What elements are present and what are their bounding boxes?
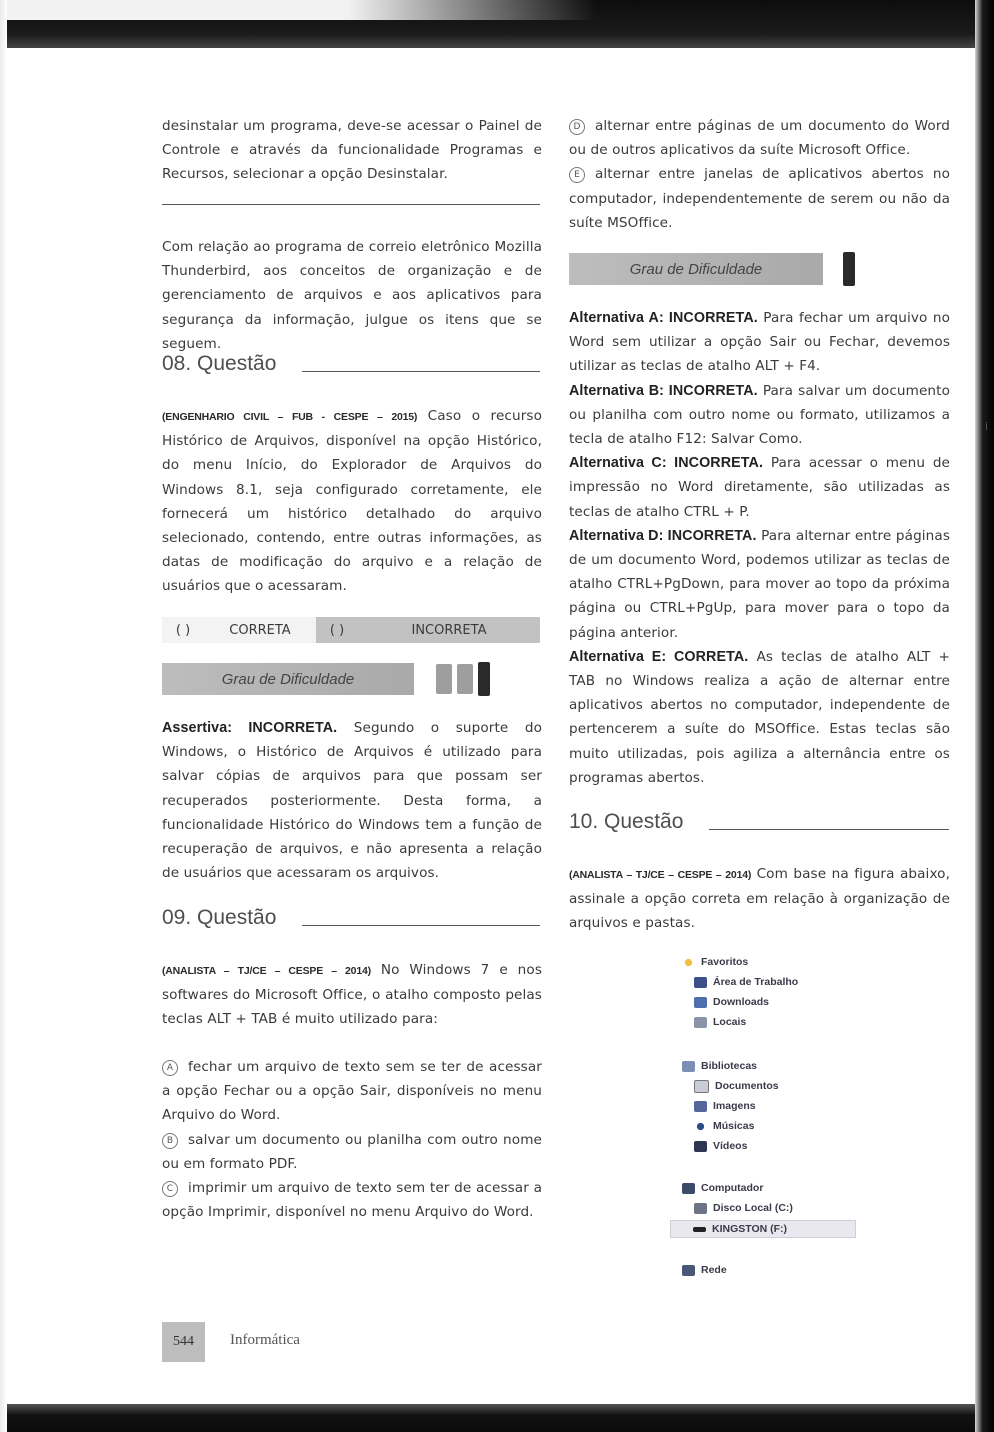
- download-icon: [694, 997, 707, 1008]
- difficulty-bar-1: [843, 252, 855, 286]
- incorreta-label: INCORRETA: [358, 617, 540, 643]
- q08-answer-bar: [162, 617, 540, 643]
- q08-heading-line: [302, 371, 540, 372]
- tree-item-imagens[interactable]: Imagens: [694, 1098, 756, 1114]
- q09-source: (ANALISTA – TJ/CE – CESPE – 2014): [162, 965, 371, 977]
- alternative-d: Alternativa D: INCORRETA. Para alternar entre páginas de um documento Word, podemos utilizar as teclas de atalho CTRL+PgDown, para mover ao topo da próxima página ou CTRL+PgUp, para mover para o topo da página anterior.: [569, 527, 950, 641]
- drive-icon: [694, 1203, 707, 1214]
- difficulty-bar-2: [457, 664, 473, 694]
- section-divider: [162, 204, 540, 205]
- video-icon: [694, 1141, 707, 1152]
- q08-title: 08. Questão: [162, 352, 277, 375]
- tree-item-bibliotecas[interactable]: Bibliotecas: [682, 1058, 757, 1074]
- difficulty-bar-1: [436, 664, 452, 694]
- option-c-marker: C: [162, 1181, 178, 1197]
- q10-heading: [569, 810, 949, 834]
- usb-drive-icon: [693, 1227, 706, 1232]
- tree-item-area-trabalho[interactable]: Área de Trabalho: [694, 974, 798, 990]
- right-options: [569, 114, 950, 235]
- option-d[interactable]: D alternar entre páginas de um documento do Word ou de outros aplicativos da suíte Microsoft Office.: [569, 118, 950, 159]
- q10-heading-line: [709, 829, 949, 830]
- tree-item-locais[interactable]: Locais: [694, 1014, 746, 1030]
- network-icon: [682, 1265, 695, 1276]
- page-number: 544: [162, 1322, 205, 1362]
- option-b[interactable]: B salvar um documento ou planilha com outro nome ou em formato PDF.: [162, 1131, 542, 1172]
- q09-statement: No Windows 7 e nos softwares do Microsoft Office, o atalho composto pelas teclas ALT + TAB é muito utilizado para:: [162, 962, 542, 1028]
- difficulty-label: Grau de Dificuldade: [569, 253, 823, 285]
- q09-title: 09. Questão: [162, 906, 277, 929]
- q08-answer-label: Assertiva: INCORRETA.: [162, 720, 338, 736]
- tree-item-musicas[interactable]: Músicas: [694, 1118, 754, 1134]
- option-a[interactable]: A fechar um arquivo de texto sem se ter de acessar a opção Fechar ou a opção Sair, disponíveis no menu Arquivo do Word.: [162, 1059, 542, 1124]
- q09-alternatives: [569, 306, 950, 790]
- places-icon: [694, 1017, 707, 1028]
- scan-border-top-fade: [0, 0, 994, 20]
- correta-checkbox[interactable]: ( ): [175, 622, 191, 638]
- option-e[interactable]: E alternar entre janelas de aplicativos abertos no computador, independentemente de serem ou não da suíte MSOffice.: [569, 166, 950, 231]
- q10-source: (ANALISTA – TJ/CE – CESPE – 2014): [569, 869, 752, 881]
- q08-difficulty: [162, 663, 540, 695]
- tree-item-documentos[interactable]: Documentos: [694, 1078, 779, 1094]
- q08-heading: [162, 352, 540, 376]
- q09-options: [162, 1055, 542, 1224]
- tree-item-disco-local[interactable]: Disco Local (C:): [694, 1200, 793, 1216]
- option-b-marker: B: [162, 1133, 178, 1149]
- tree-item-kingston[interactable]: KINGSTON (F:): [670, 1220, 856, 1238]
- computer-icon: [682, 1183, 695, 1194]
- stray-mark: i: [985, 420, 989, 433]
- q10-statement: Com base na figura abaixo, assinale a opção correta em relação à organização de arquivos e pastas.: [569, 866, 951, 932]
- star-icon: [682, 957, 695, 968]
- difficulty-label: Grau de Dificuldade: [162, 663, 414, 695]
- q08-source: (ENGENHARIO CIVIL – FUB - CESPE – 2015): [162, 411, 418, 423]
- q09-heading-line: [302, 925, 540, 926]
- desktop-icon: [694, 977, 707, 988]
- q08-answer: [162, 716, 542, 885]
- option-c[interactable]: C imprimir um arquivo de texto sem ter de acessar a opção Imprimir, disponível no menu Arquivo do Word.: [162, 1180, 542, 1221]
- option-d-marker: D: [569, 119, 585, 135]
- q10-body: [569, 862, 950, 936]
- documents-icon: [694, 1080, 709, 1093]
- alternative-e: Alternativa E: CORRETA. As teclas de atalho ALT + TAB no Windows realiza a ação de alternar entre aplicativos abertos no computador, independente de pertencerem a suíte do MSOffice. Estas teclas são muito utilizadas, pois agiliza a alternância entre os programas abertos.: [569, 648, 950, 786]
- scan-border-bottom: [0, 1404, 994, 1432]
- left-column: [162, 114, 542, 187]
- scan-border-left: [0, 0, 7, 1432]
- difficulty-bar-3: [478, 662, 490, 696]
- music-icon: [694, 1121, 707, 1132]
- alternative-c: Alternativa C: INCORRETA. Para acessar o menu de impressão no Word diretamente, são utilizadas as teclas de atalho CTRL + P.: [569, 455, 951, 520]
- q09-heading: [162, 906, 540, 930]
- context-text: Com relação ao programa de correio eletrônico Mozilla Thunderbird, aos conceitos de organização e de gerenciamento de arquivos e aos aplicativos para segurança da informação, julgue os itens que se seguem.: [162, 239, 542, 352]
- incorreta-checkbox[interactable]: ( ): [316, 617, 358, 643]
- footer-subject: Informática: [230, 1332, 300, 1348]
- q08-body: [162, 404, 542, 599]
- q08-answer-text: Segundo o suporte do Windows, o Histórico de Arquivos é utilizado para salvar cópias de arquivos para que possam ser recuperados posteriormente. Desta forma, a funcionalidade Histórico do Windows tem a função de recuperação de arquivos, e não apresenta a relação de usuários que acessaram os arquivos.: [162, 720, 543, 882]
- tree-item-rede[interactable]: Rede: [682, 1262, 727, 1278]
- q08-statement: Caso o recurso Histórico de Arquivos, disponível na opção Histórico, do menu Início, do Explorador de Arquivos do Windows 8.1, seja configurado corretamente, ele fornecerá um histórico detalhado do arquivo selecionado, contendo, entre outras informações, as datas de modificação do arquivo e a relação de usuários que o acessaram.: [162, 408, 542, 595]
- q09-body: [162, 958, 542, 1032]
- option-e-marker: E: [569, 167, 585, 183]
- tree-item-computador[interactable]: Computador: [682, 1180, 763, 1196]
- alternative-a: Alternativa A: INCORRETA. Para fechar um arquivo no Word sem utilizar a opção Sair ou Fechar, devemos utilizar as teclas de atalho ALT + F4.: [569, 310, 951, 375]
- library-icon: [682, 1061, 695, 1072]
- alternative-b: Alternativa B: INCORRETA. Para salvar um documento ou planilha com outro nome ou formato, utilizamos a tecla de atalho F12: Salvar Como.: [569, 382, 950, 448]
- pictures-icon: [694, 1101, 707, 1112]
- tree-item-favoritos[interactable]: Favoritos: [682, 954, 748, 970]
- option-a-marker: A: [162, 1060, 178, 1076]
- scan-border-right: [975, 0, 994, 1432]
- correta-label: CORRETA: [229, 622, 291, 638]
- context-block: [162, 235, 542, 356]
- tree-item-downloads[interactable]: Downloads: [694, 994, 769, 1010]
- intro-paragraph: desinstalar um programa, deve-se acessar o Painel de Controle e através da funcionalidade Programas e Recursos, selecionar a opção Desinstalar.: [162, 118, 542, 183]
- tree-item-videos[interactable]: Vídeos: [694, 1138, 747, 1154]
- q10-title: 10. Questão: [569, 810, 684, 833]
- q09-difficulty: [569, 253, 869, 285]
